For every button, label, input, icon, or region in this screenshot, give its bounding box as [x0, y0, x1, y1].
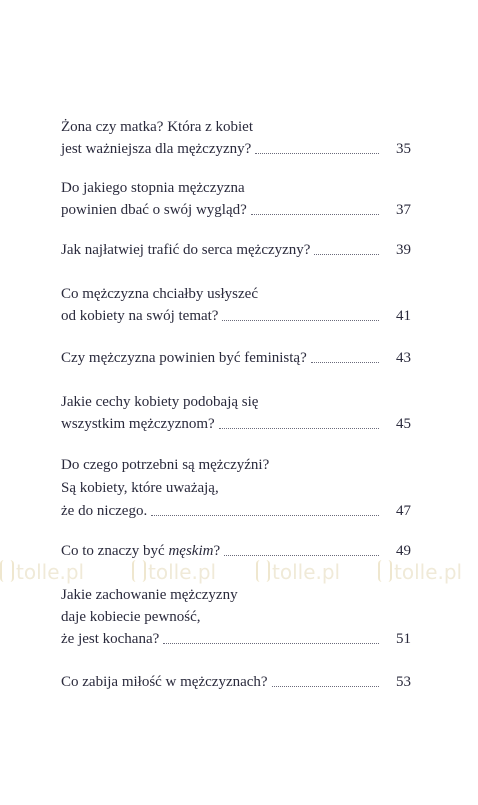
watermark: tolle.pl	[378, 560, 462, 584]
toc-page-number: 41	[396, 308, 411, 324]
toc-entry-title-line: Co to znaczy być męskim?	[61, 543, 221, 559]
toc-entry-last-line	[61, 540, 411, 562]
toc-entry-title-line: daje kobiecie pewność,	[61, 609, 201, 625]
toc-entry-title-line: Są kobiety, które uważają,	[61, 480, 219, 496]
toc-entry-title-line: Jak najłatwiej trafić do serca mężczyzny?	[61, 242, 311, 258]
toc-page-number: 35	[396, 141, 411, 157]
toc-entry-title-line: że jest kochana?	[61, 631, 160, 647]
toc-entry-title-line: jest ważniejsza dla mężczyzny?	[61, 141, 252, 157]
dot-leader	[272, 685, 379, 687]
toc-page-number: 39	[396, 242, 411, 258]
toc-entry-title-line: Jakie cechy kobiety podobają się	[61, 394, 259, 410]
watermark-logo-icon	[256, 560, 270, 582]
toc-page-number: 51	[396, 631, 411, 647]
toc-entry-title-line: Co zabija miłość w mężczyznach?	[61, 674, 268, 690]
toc-entry-last-line	[61, 239, 411, 261]
toc-entry-last-line	[61, 671, 411, 693]
toc-entry-title-line: Co mężczyzna chciałby usłyszeć	[61, 286, 258, 302]
dot-leader	[224, 554, 379, 556]
dot-leader	[163, 642, 379, 644]
toc-entry-title-line: Czy mężczyzna powinien być feministą?	[61, 350, 307, 366]
toc-page-number: 37	[396, 202, 411, 218]
toc-entry-last-line	[61, 305, 411, 327]
dot-leader	[222, 319, 379, 321]
toc-entry-title-line: Jakie zachowanie mężczyzny	[61, 587, 238, 603]
dot-leader	[219, 427, 379, 429]
toc-entry-last-line	[61, 199, 411, 221]
emphasized-word: męskim	[168, 543, 214, 559]
toc-entry-last-line	[61, 500, 411, 522]
watermark-logo-icon	[132, 560, 146, 582]
toc-entry-last-line	[61, 138, 411, 160]
watermark-logo-icon	[378, 560, 392, 582]
toc-page-number: 47	[396, 503, 411, 519]
watermark: tolle.pl	[132, 560, 216, 584]
dot-leader	[311, 361, 379, 363]
dot-leader	[251, 213, 379, 215]
dot-leader	[314, 253, 379, 255]
watermark: tolle.pl	[0, 560, 84, 584]
dot-leader	[151, 514, 379, 516]
watermark-logo-icon	[0, 560, 14, 582]
watermark: tolle.pl	[256, 560, 340, 584]
toc-entry-last-line	[61, 413, 411, 435]
toc-entry-title-line: od kobiety na swój temat?	[61, 308, 219, 324]
toc-entry-title-line: że do niczego.	[61, 503, 148, 519]
toc-entry-last-line	[61, 628, 411, 650]
toc-page-number: 49	[396, 543, 411, 559]
toc-entry-title-line: Do jakiego stopnia mężczyzna	[61, 180, 245, 196]
toc-entry-title-line: Do czego potrzebni są mężczyźni?	[61, 457, 270, 473]
toc-page-number: 45	[396, 416, 411, 432]
toc-entry-last-line	[61, 347, 411, 369]
toc-entry-title-line: Żona czy matka? Która z kobiet	[61, 119, 253, 135]
toc-page-number: 53	[396, 674, 411, 690]
dot-leader	[255, 152, 379, 154]
toc-page-number: 43	[396, 350, 411, 366]
toc-entry-title-line: wszystkim mężczyznom?	[61, 416, 215, 432]
toc-entry-title-line: powinien dbać o swój wygląd?	[61, 202, 247, 218]
